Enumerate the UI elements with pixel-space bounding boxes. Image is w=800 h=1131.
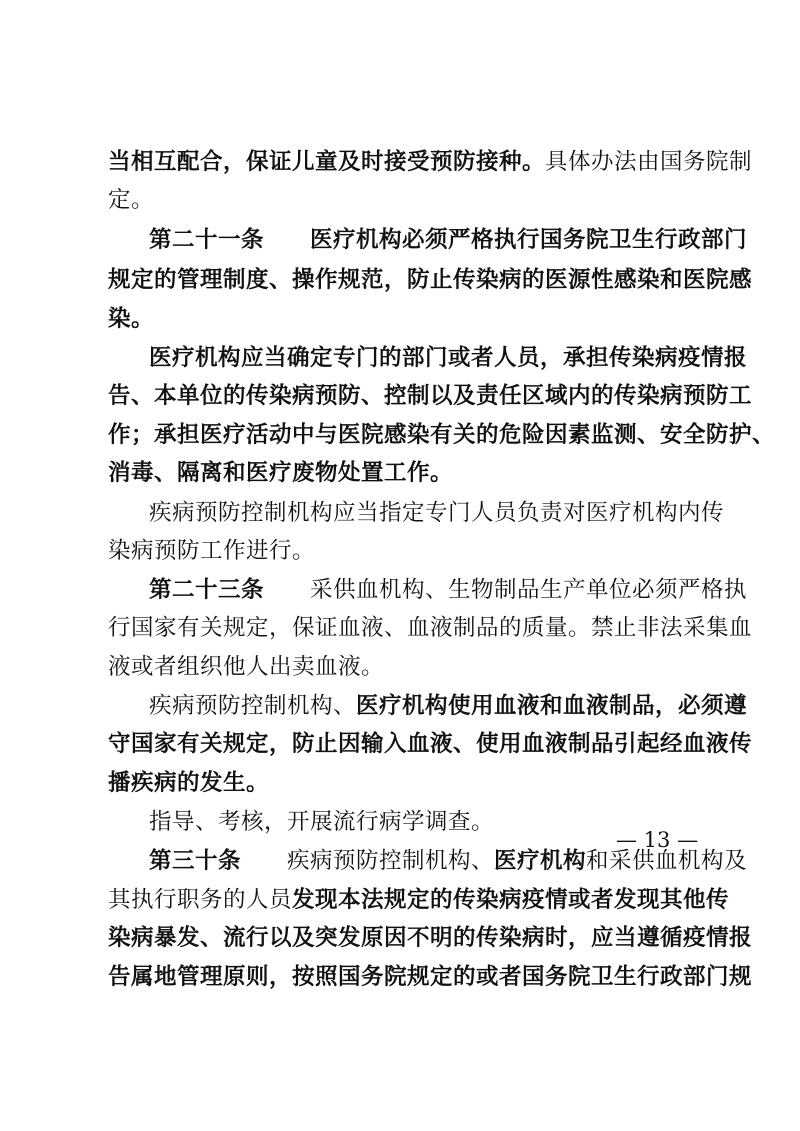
text-segment: 指导、考核，开展流行病学调查。 [149, 809, 495, 835]
text-line [149, 689, 748, 723]
text-line [108, 418, 776, 452]
text-segment: 染。 [108, 306, 155, 332]
text-segment: 作；承担医疗活动中与医院感染有关的危险因素监测、安全防护、 [108, 422, 776, 448]
text-segment: 疾病预防控制机构、 [241, 848, 495, 874]
text-segment: 守国家有关规定，防止因输入血液、使用血液制品引起经血液传 [108, 731, 753, 757]
text-segment: 和采供血机构及 [586, 848, 748, 874]
text-line [149, 496, 725, 530]
text-segment: 染病暴发、流行以及突发原因不明的传染病时，应当遵循疫情报 [108, 925, 753, 951]
text-segment: 疾病预防控制机构、 [149, 693, 357, 719]
text-line [108, 145, 753, 179]
text-segment: 告、本单位的传染病预防、控制以及责任区域内的传染病预防工 [108, 383, 753, 409]
text-segment: 具体办法由国务院制 [545, 149, 753, 175]
text-segment: 医疗机构 [494, 848, 587, 874]
article-21-line [149, 223, 748, 257]
text-line [108, 921, 753, 955]
text-line [108, 456, 700, 490]
text-segment: 消毒、隔离和医疗废物处置工作。 [108, 460, 454, 486]
text-line [108, 650, 700, 684]
text-segment: 第二十一条 医疗机构必须严格执行国务院卫生行政部门 [149, 227, 748, 253]
text-segment: 染病预防工作进行。 [108, 538, 316, 564]
text-line [108, 727, 753, 761]
text-line [108, 883, 730, 917]
text-line [108, 611, 753, 645]
text-segment: 医疗机构应当确定专门的部门或者人员，承担传染病疫情报 [149, 345, 748, 371]
text-line [108, 183, 700, 217]
text-line [108, 302, 700, 336]
text-line [108, 534, 700, 568]
text-segment: 其执行职务的人员 [108, 887, 293, 913]
text-segment: 采供血机构、生物制品生产单位必须严格执 [264, 577, 748, 603]
article-23-line [149, 573, 748, 607]
text-segment: 行国家有关规定，保证血液、血液制品的质量。禁止非法采集血 [108, 615, 753, 641]
text-segment: 定。 [108, 187, 155, 213]
text-line [108, 960, 753, 994]
text-segment: 当相互配合，保证儿童及时接受预防接种。 [108, 149, 546, 175]
text-line [149, 341, 748, 375]
text-segment: 医疗机构使用血液和血液制品，必须遵 [356, 693, 748, 719]
text-segment: 播疾病的发生。 [108, 770, 270, 796]
text-segment: 液或者组织他人出卖血液。 [108, 654, 385, 680]
text-line [108, 379, 753, 413]
text-segment: 规定的管理制度、操作规范，防止传染病的医源性感染和医院感 [108, 267, 753, 293]
page-number: — 13 — [616, 828, 699, 852]
text-segment: 告属地管理原则，按照国务院规定的或者国务院卫生行政部门规 [108, 964, 753, 990]
text-line [108, 766, 700, 800]
text-line [108, 263, 753, 297]
text-segment: 疾病预防控制机构应当指定专门人员负责对医疗机构内传 [149, 500, 725, 526]
text-segment: 第二十三条 [149, 577, 265, 603]
text-segment: 第三十条 [149, 848, 242, 874]
text-segment: 发现本法规定的传染病疫情或者发现其他传 [292, 887, 730, 913]
